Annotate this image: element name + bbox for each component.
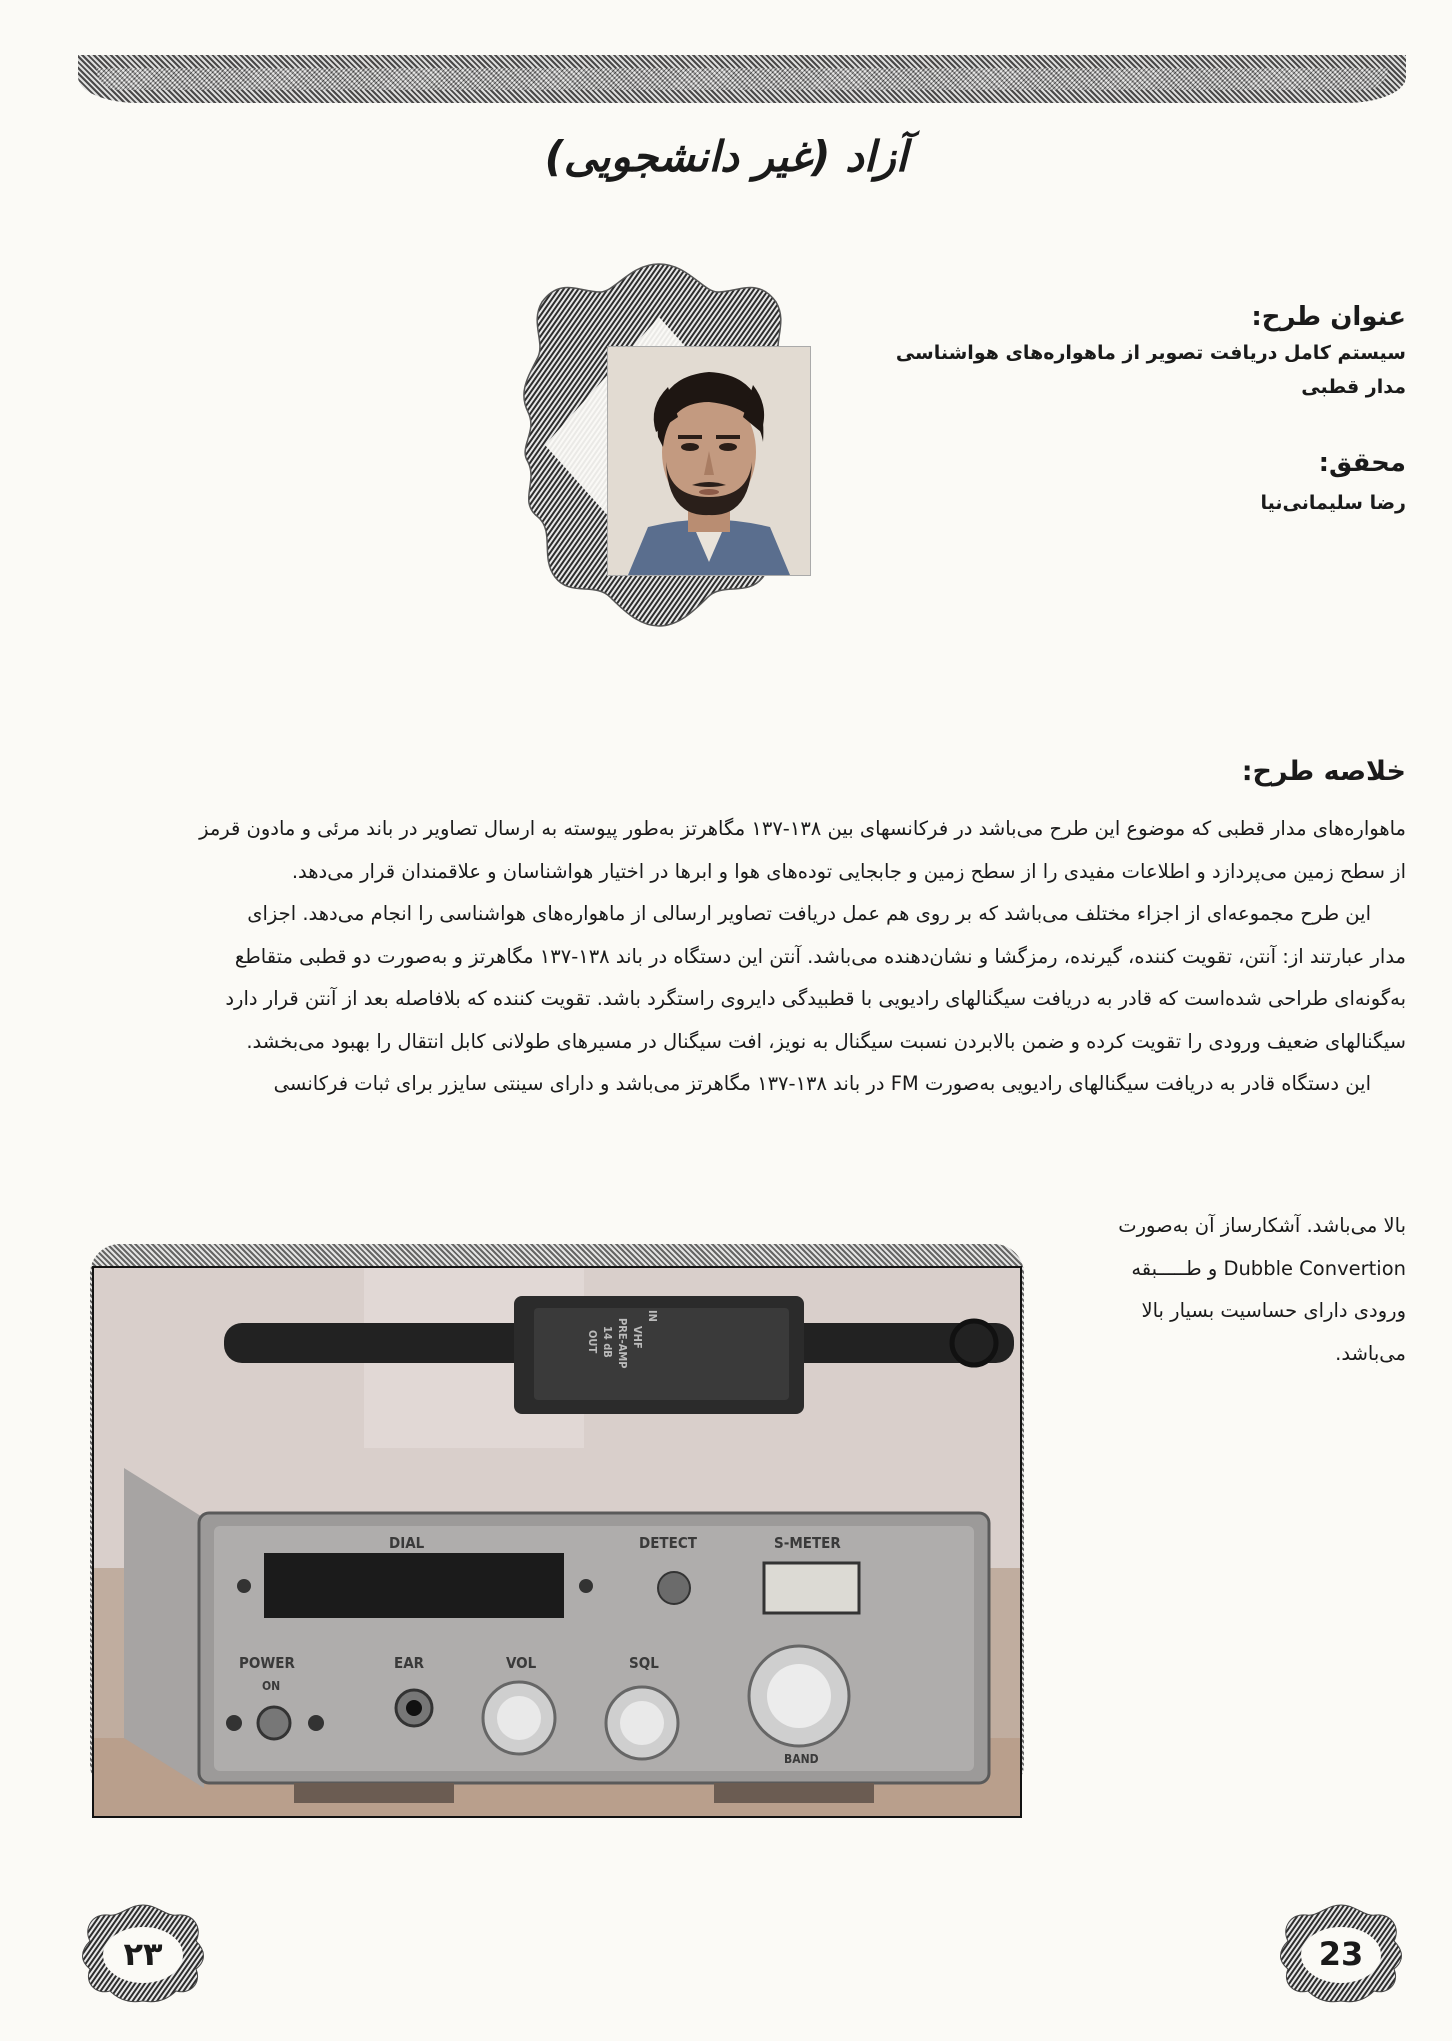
project-title-label: عنوان طرح:: [1251, 302, 1406, 332]
page-number-persian: ۲۳: [123, 1935, 163, 1973]
amp-label-gain: 14 dB: [601, 1326, 614, 1358]
page-title: آزاد (غیر دانشجویی): [544, 132, 908, 181]
vol-label: VOL: [506, 1654, 537, 1672]
summary-side-text: [1030, 1205, 1406, 1375]
summary-line: سیگنالهای ضعیف ورودی را تقویت کرده و ضمن بالابردن نسبت سیگنال به نویز، افت سیگنال در مسیرهای طولانی کابل انتقال را بهبود می‌بخشد.: [246, 1029, 1406, 1053]
ear-label: EAR: [394, 1654, 425, 1672]
amp-label-vhf: VHF: [631, 1326, 644, 1349]
summary-body: [66, 808, 1406, 1106]
summary-line: Dubble Convertion و طـــــبقه: [1131, 1256, 1406, 1280]
page-number-latin: 23: [1318, 1935, 1364, 1973]
smeter-label: S-METER: [774, 1534, 841, 1552]
researcher-photo: [607, 346, 811, 576]
summary-line: می‌باشد.: [1335, 1341, 1406, 1365]
on-label: ON: [262, 1679, 281, 1693]
summary-line: ورودی دارای حساسیت بسیار بالا: [1141, 1299, 1406, 1322]
amp-label-preamp: PRE-AMP: [616, 1318, 629, 1369]
summary-line: مدار عبارتند از: آنتن، تقویت کننده، گیرنده، رمزگشا و نشان‌دهنده می‌باشد. آنتن این دستگاه در باند ۱۳۸-۱۳۷ مگاهرتز و به‌صورت دو قطبی متقاطع: [234, 944, 1406, 968]
summary-line: از سطح زمین می‌پردازد و اطلاعات مفیدی را از سطح زمین و جابجایی توده‌های هوا و ابرها در اختیار هواشناسان و علاقمندان قرار می‌دهد.: [291, 859, 1406, 883]
project-title-line1: سیستم کامل دریافت تصویر از ماهواره‌های هواشناسی: [895, 342, 1406, 364]
project-title-line2: مدار قطبی: [1301, 376, 1406, 398]
band-label: BAND: [784, 1752, 819, 1766]
summary-line: به‌گونه‌ای طراحی شده‌است که قادر به دریافت سیگنالهای رادیویی با قطبیدگی دایروی راستگرد باشد. تقویت کننده که بلافاصله بعد از آنتن قرار دارد: [225, 987, 1406, 1010]
researcher-label: محقق:: [1318, 448, 1406, 478]
sql-label: SQL: [629, 1654, 659, 1672]
device-photo: [92, 1266, 1022, 1818]
summary-line: این طرح مجموعه‌ای از اجزاء مختلف می‌باشد که بر روی هم عمل دریافت تصاویر ارسالی از ماهواره‌های هواشناسی را انجام می‌دهد. اجزای: [247, 902, 1371, 925]
summary-line: ماهواره‌های مدار قطبی که موضوع این طرح می‌باشد در فرکانسهای بین ۱۳۸-۱۳۷ مگاهرتز به‌طور پیوسته به ارسال تصاویر در باند مرئی و مادون قرمز: [199, 817, 1406, 840]
researcher-name: رضا سلیمانی‌نیا: [1260, 492, 1406, 514]
summary-line: این دستگاه قادر به دریافت سیگنالهای رادیویی به‌صورت FM در باند ۱۳۸-۱۳۷ مگاهرتز می‌باشد و دارای سینتی سایزر برای ثبات فرکانسی: [273, 1072, 1371, 1095]
summary-line: بالا می‌باشد. آشکارساز آن به‌صورت: [1118, 1214, 1406, 1237]
amp-label-in: IN: [646, 1310, 659, 1322]
dial-label: DIAL: [389, 1534, 425, 1552]
power-label: POWER: [239, 1654, 295, 1672]
top-decorative-banner-inner: [96, 68, 1388, 90]
detect-label: DETECT: [639, 1534, 697, 1552]
amp-label-out: OUT: [586, 1330, 599, 1354]
summary-heading: خلاصه طرح:: [1241, 756, 1406, 787]
